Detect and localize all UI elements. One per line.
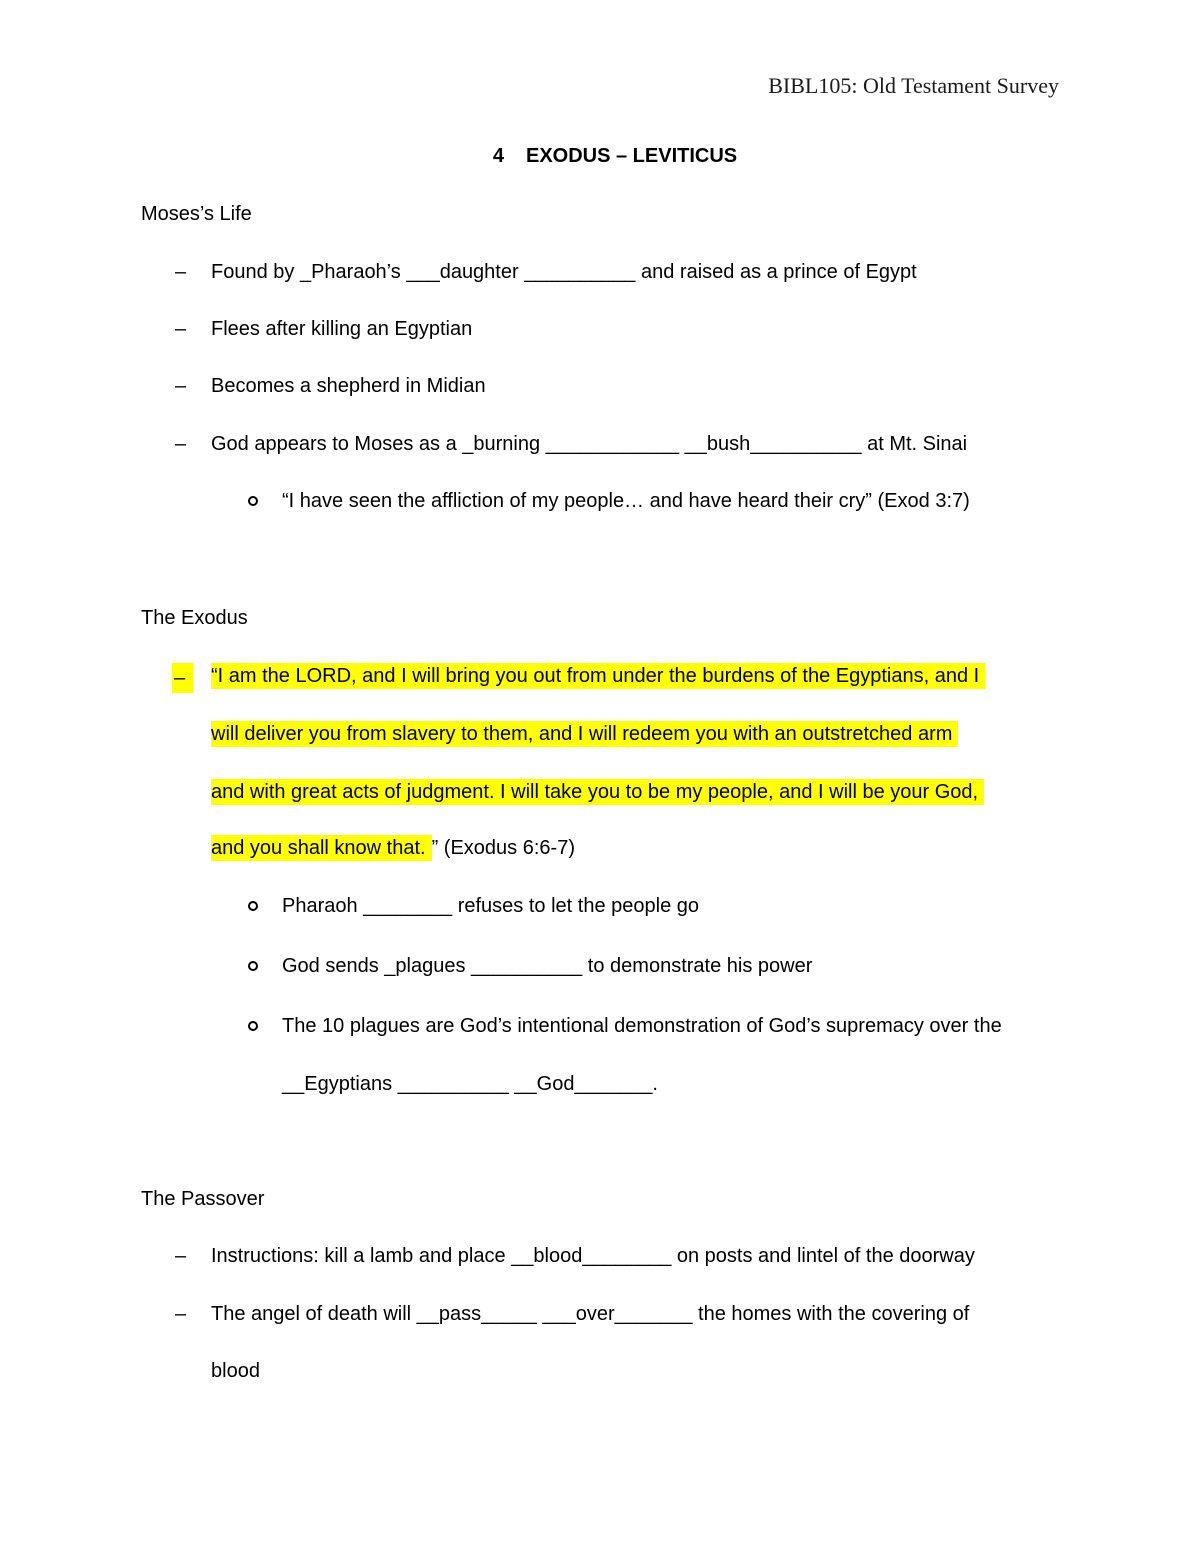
list-dash: – [175, 433, 187, 455]
sub-list-item: Pharaoh ________ refuses to let the people go [282, 895, 699, 917]
list-dash: – [175, 318, 187, 340]
highlight: and with great acts of judgment. I will take you to be my people, and I will be your God, [211, 779, 984, 805]
highlighted-quote-line [211, 779, 984, 805]
circle-bullet-icon [248, 1021, 258, 1031]
page-header: BIBL105: Old Testament Survey [768, 73, 1059, 98]
list-dash: – [175, 261, 187, 283]
section-heading-exodus: The Exodus [141, 607, 248, 629]
list-item: Found by _Pharaoh’s ___daughter __________ and raised as a prince of Egypt [211, 261, 917, 283]
highlighted-quote-line [211, 663, 985, 689]
highlight: “I am the LORD, and I will bring you out from under the burdens of the Egyptians, and I [211, 663, 985, 689]
section-heading-passover: The Passover [141, 1188, 265, 1210]
circle-bullet-icon [248, 496, 258, 506]
sub-list-item-continuation: __Egyptians __________ __God_______. [282, 1073, 658, 1095]
list-item: Flees after killing an Egyptian [211, 318, 473, 340]
section-heading-moses: Moses’s Life [141, 203, 252, 225]
list-dash: – [175, 1303, 187, 1325]
list-item: Instructions: kill a lamb and place __blood________ on posts and lintel of the doorway [211, 1245, 975, 1267]
list-dash: – [172, 663, 193, 693]
chapter-title: EXODUS – LEVITICUS [525, 145, 738, 167]
sub-list-item: The 10 plagues are God’s intentional demonstration of God’s supremacy over the [282, 1015, 1002, 1037]
highlight: will deliver you from slavery to them, and I will redeem you with an outstretched arm [211, 721, 958, 747]
quote-last-line [211, 835, 575, 861]
list-item-continuation: blood [211, 1360, 260, 1382]
page-title [0, 143, 1200, 169]
list-item: Becomes a shepherd in Midian [211, 375, 486, 397]
highlighted-quote-line [211, 721, 958, 747]
sub-list-item: “I have seen the affliction of my people… and have heard their cry” (Exod 3:7) [282, 490, 970, 512]
sub-list-item: God sends _plagues __________ to demonstrate his power [282, 955, 813, 977]
list-item: The angel of death will __pass_____ ___over_______ the homes with the covering of [211, 1303, 970, 1325]
chapter-number: 4 [492, 145, 504, 167]
quote-citation: ” (Exodus 6:6-7) [431, 837, 575, 859]
list-dash: – [175, 375, 187, 397]
highlight: and you shall know that. [211, 835, 432, 861]
list-item: God appears to Moses as a _burning ____________ __bush__________ at Mt. Sinai [211, 433, 968, 455]
circle-bullet-icon [248, 901, 258, 911]
list-dash: – [175, 1245, 187, 1267]
circle-bullet-icon [248, 961, 258, 971]
